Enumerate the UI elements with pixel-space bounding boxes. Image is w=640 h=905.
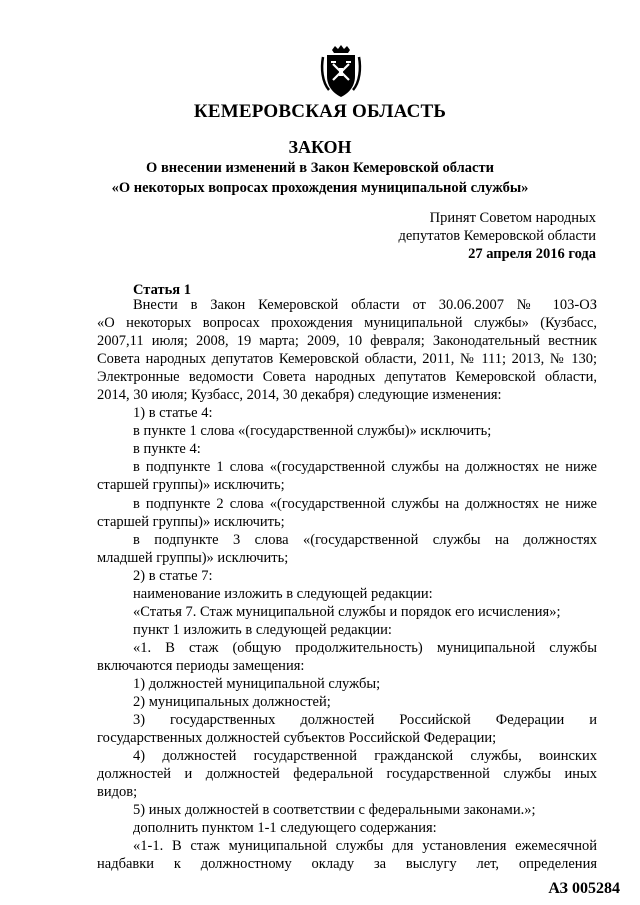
body-line: 2007,11 июля; 2008, 19 марта; 2009, 10 февраля; Законодательный вестник (97, 333, 597, 350)
body-line: 3) государственных должностей Российской Федерации и (133, 712, 597, 729)
body-line: Внести в Закон Кемеровской области от 30.06.2007 № 103-ОЗ (133, 297, 597, 313)
body-line: 2014, 30 июля; Кузбасс, 2014, 30 декабря) следующие изменения: (97, 387, 502, 404)
body-line: 2) муниципальных должностей; (133, 694, 331, 711)
coat-of-arms-icon (319, 44, 363, 98)
body-line: 1) в статье 4: (133, 405, 213, 422)
adoption-line-2: депутатов Кемеровской области (398, 228, 596, 244)
body-line: младшей группы)» исключить; (97, 549, 289, 566)
body-line: старшей группы)» исключить; (97, 513, 285, 530)
body-line: «Статья 7. Стаж муниципальной службы и порядок его исчисления»; (133, 603, 561, 620)
body-line: наименование изложить в следующей редакции: (133, 585, 433, 602)
body-line: государственных должностей субъектов Российской Федерации; (97, 730, 497, 747)
body-line: «1. В стаж (общую продолжительность) муниципальной службы (133, 639, 597, 656)
body-line: 2) в статье 7: (133, 567, 213, 584)
law-subtitle-line-2: «О некоторых вопросах прохождения муниципальной службы» (111, 180, 529, 196)
document-type-heading: ЗАКОН (288, 137, 352, 157)
body-line: 4) должностей государственной гражданской службы, воинских (133, 748, 597, 765)
region-heading: КЕМЕРОВСКАЯ ОБЛАСТЬ (193, 101, 447, 122)
body-line: старшей группы)» исключить; (97, 477, 285, 494)
body-line: Совета народных депутатов Кемеровской области, 2011, № 111; 2013, № 130; (97, 351, 597, 368)
body-line: 5) иных должностей в соответствии с федеральными законами.»; (133, 802, 536, 819)
body-line: должностей и должностей федеральной государственной службы иных (97, 766, 597, 783)
law-subtitle-line-1: О внесении изменений в Закон Кемеровской области (146, 160, 494, 176)
adoption-date: 27 апреля 2016 года (468, 246, 596, 262)
body-line: в подпункте 1 слова «(государственной службы на должностях не ниже (133, 459, 597, 476)
body-line: дополнить пунктом 1-1 следующего содержания: (133, 820, 437, 837)
article-body (97, 296, 597, 874)
body-line: в пункте 4: (133, 441, 201, 458)
adoption-line-1: Принят Советом народных (429, 210, 596, 226)
body-line: в пункте 1 слова «(государственной службы)» исключить; (133, 423, 492, 440)
body-line: в подпункте 2 слова «(государственной службы на должностях не ниже (133, 495, 597, 512)
body-line: в подпункте 3 слова «(государственной службы на должностях (133, 531, 597, 548)
body-line: Электронные ведомости Совета народных депутатов Кемеровской области, (97, 369, 597, 386)
body-line: 1) должностей муниципальной службы; (133, 675, 381, 692)
body-line: «1-1. В стаж муниципальной службы для установления ежемесячной (133, 838, 597, 855)
serial-number-stamp: АЗ 005284 (548, 880, 620, 897)
body-line: «О некоторых вопросах прохождения муниципальной службы» (Кузбасс, (97, 315, 597, 332)
body-line: надбавки к должностному окладу за выслугу лет, определения (97, 856, 597, 873)
body-line: пункт 1 изложить в следующей редакции: (133, 621, 392, 638)
article-heading: Статья 1 (133, 282, 191, 298)
body-line: включаются периоды замещения: (97, 657, 305, 674)
body-line: видов; (97, 784, 138, 801)
